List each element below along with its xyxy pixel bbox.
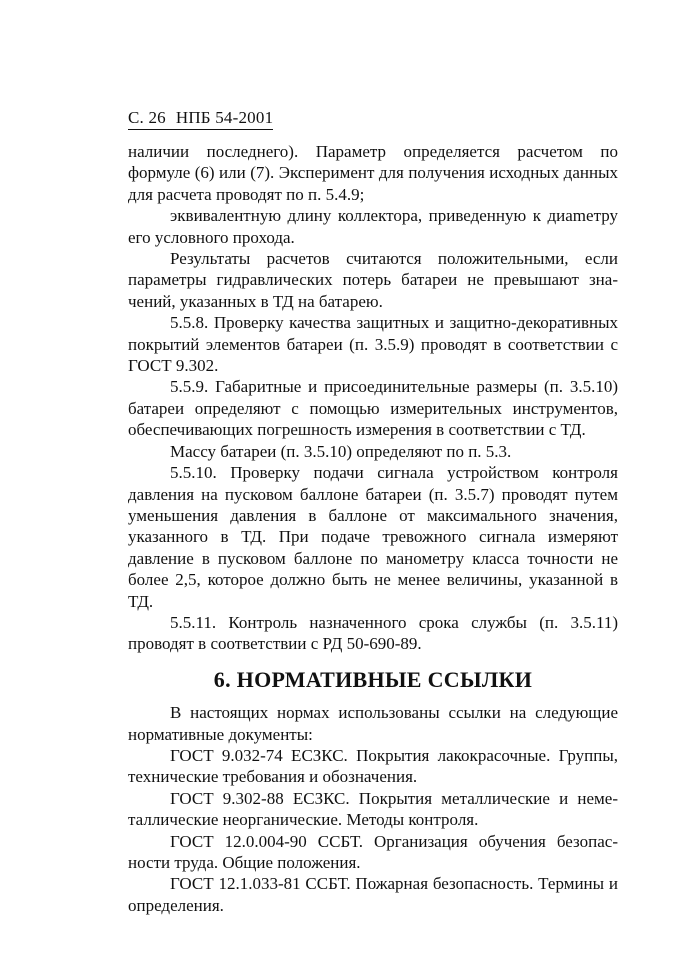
paragraph-continuation: наличии последнего). Параметр определяется расчетом по формуле (6) или (7). Эксперимент для получения исходных данных для расчета проводят по п. 5.4.9;	[128, 142, 618, 204]
paragraph-results: Результаты расчетов считаются положительными, если параметры гидравлических потерь батареи не превышают значений, указанных в ТД на батарею.	[128, 249, 618, 311]
reference-gost-9-302: ГОСТ 9.302-88 ЕСЗКС. Покрытия металлические и неметаллические неорганические. Методы контроля.	[128, 788, 618, 830]
paragraph-5-5-10: 5.5.10. Проверку подачи сигнала устройством контроля давления на пусковом баллоне батареи (п. 3.5.7) проводят путем уменьшения давления в баллоне от максимального значения, указанного в ТД. При подаче тревожного сигнала измеряют давление в пусковом баллоне по манометру класса точности не более 2,5, которое должно быть не менее величины, указанной в ТД.	[128, 463, 618, 611]
document-code: НПБ 54-2001	[175, 108, 274, 127]
reference-gost-9-032: ГОСТ 9.032-74 ЕСЗКС. Покрытия лакокрасочные. Группы, технические требования и обозначения.	[128, 745, 618, 787]
paragraph-collector-length: эквивалентную длину коллектора, приведенную к диаmетру его условного прохода.	[128, 206, 618, 247]
reference-gost-12-0-004: ГОСТ 12.0.004-90 ССБТ. Организация обучения безопасности труда. Общие положения.	[128, 831, 618, 872]
paragraph-mass: Массу батареи (п. 3.5.10) определяют по п. 5.3.	[170, 441, 512, 461]
paragraph-5-5-8: 5.5.8. Проверку качества защитных и защитно-декоративных покрытий элементов батареи (п. 3.5.9) проводят в соответствии с ГОСТ 9.302.	[128, 313, 618, 376]
page-number-label: С. 26	[128, 108, 166, 127]
running-header	[128, 108, 273, 130]
paragraph-5-5-9: 5.5.9. Габаритные и присоединительные размеры (п. 3.5.10) батареи определяют с помощью измерительных инструментов, обеспечивающих погрешность измерения в соответствии с ТД.	[128, 377, 618, 440]
paragraph-intro: В настоящих нормах использованы ссылки на следующие нормативные документы:	[128, 703, 618, 744]
reference-gost-12-1-033: ГОСТ 12.1.033-81 ССБТ. Пожарная безопасность. Термины и определения.	[128, 874, 618, 915]
document-body	[128, 141, 618, 916]
section-heading: 6. НОРМАТИВНЫЕ ССЫЛКИ	[213, 666, 533, 692]
paragraph-5-5-11: 5.5.11. Контроль назначенного срока службы (п. 3.5.11) проводят в соответствии с РД 50-690-89.	[128, 612, 618, 654]
